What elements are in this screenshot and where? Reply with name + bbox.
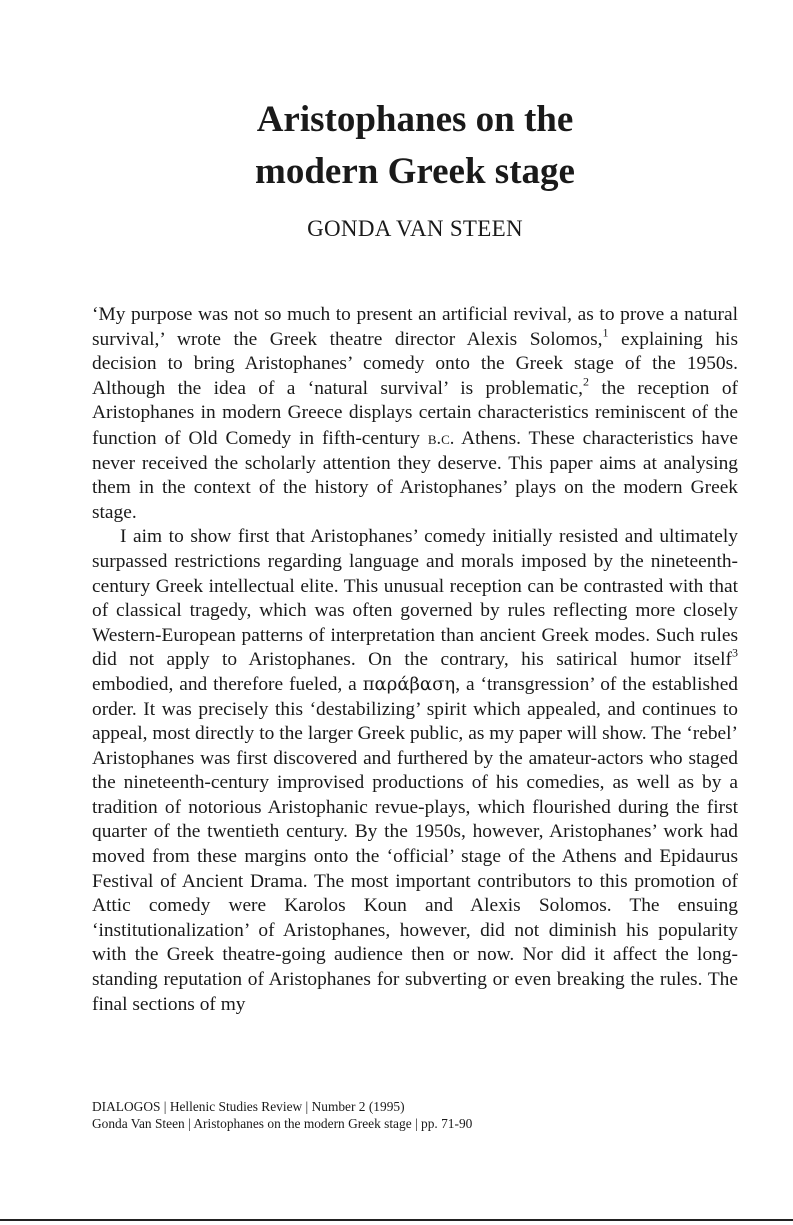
journal-citation: DIALOGOS | Hellenic Studies Review | Number 2 (1995) [92,1099,405,1114]
article-title [0,94,793,198]
p1-text-b: explaining his decision to bring Aristophanes’ comedy onto the Greek stage of the 1950s. Although the idea of a ‘natural survival’ is problematic, [92,328,738,399]
p2-text-a: I aim to show first that Aristophanes’ comedy initially resisted and ultimately surpassed restrictions regarding language and morals imposed by the nineteenth-century Greek intellectual elite. This unusual reception can be contrasted with that of classical tragedy, which was often governed by rules reflecting more closely Western-European patterns of interpretation than ancient Greek modes. Such rules did not apply to Aristophanes. On the contrary, his satirical humor itself [92,526,738,671]
title-line-2: modern Greek stage [255,151,575,192]
era-abbreviation: b.c. [427,427,455,448]
footnote-marker-3: 3 [731,645,738,660]
footnote-marker-2: 2 [582,374,589,389]
bottom-rule [0,1219,793,1221]
paragraph-2 [92,525,738,1017]
p1-text-d: Athens. These characteristics have never received the scholarly attention they deserve. This paper aims at analysing them in the context of the history of Aristophanes’ plays on the modern Greek stage. [92,427,738,523]
p2-text-b: embodied, and therefore fueled, a [92,673,363,695]
footnote-marker-1: 1 [602,325,609,340]
paragraph-1 [92,303,738,525]
title-line-1: Aristophanes on the [256,99,574,140]
journal-footer [92,1098,738,1132]
p1-text-c: the reception of Aristophanes in modern Greece displays certain characteristics reminiscent of the function of Old Comedy in fifth-century [92,377,738,449]
author-name: GONDA VAN STEEN [307,216,523,241]
article-body [92,303,738,1017]
article-citation: Gonda Van Steen | Aristophanes on the modern Greek stage | pp. 71-90 [92,1116,473,1131]
greek-term: παράβαση [362,673,456,695]
p2-text-c: , a ‘transgression’ of the established order. It was precisely this ‘destabilizing’ spirit which appealed, and continues to appeal, most directly to the larger Greek public, as my paper will show. The ‘rebel’ Aristophanes was first discovered and furthered by the amateur-actors who staged the nineteenth-century improvised productions of his comedies, as well as by a tradition of notorious Aristophanic revue-plays, which flourished during the first quarter of the twentieth century. By the 1950s, however, Aristophanes’ work had moved from these margins onto the ‘official’ stage of the Athens and Epidaurus Festival of Ancient Drama. The most important contributors to this promotion of Attic comedy were Karolos Koun and Alexis Solomos. The ensuing ‘institutionalization’ of Aristophanes, however, did not diminish his popularity with the Greek theatre-going audience then or now. Nor did it affect the long-standing reputation of Aristophanes for subverting or even breaking the rules. The final sections of my [92,673,738,1015]
p1-text-a: ‘My purpose was not so much to present an artificial revival, as to prove a natural survival,’ wrote the Greek theatre director Alexis Solomos, [92,304,738,350]
